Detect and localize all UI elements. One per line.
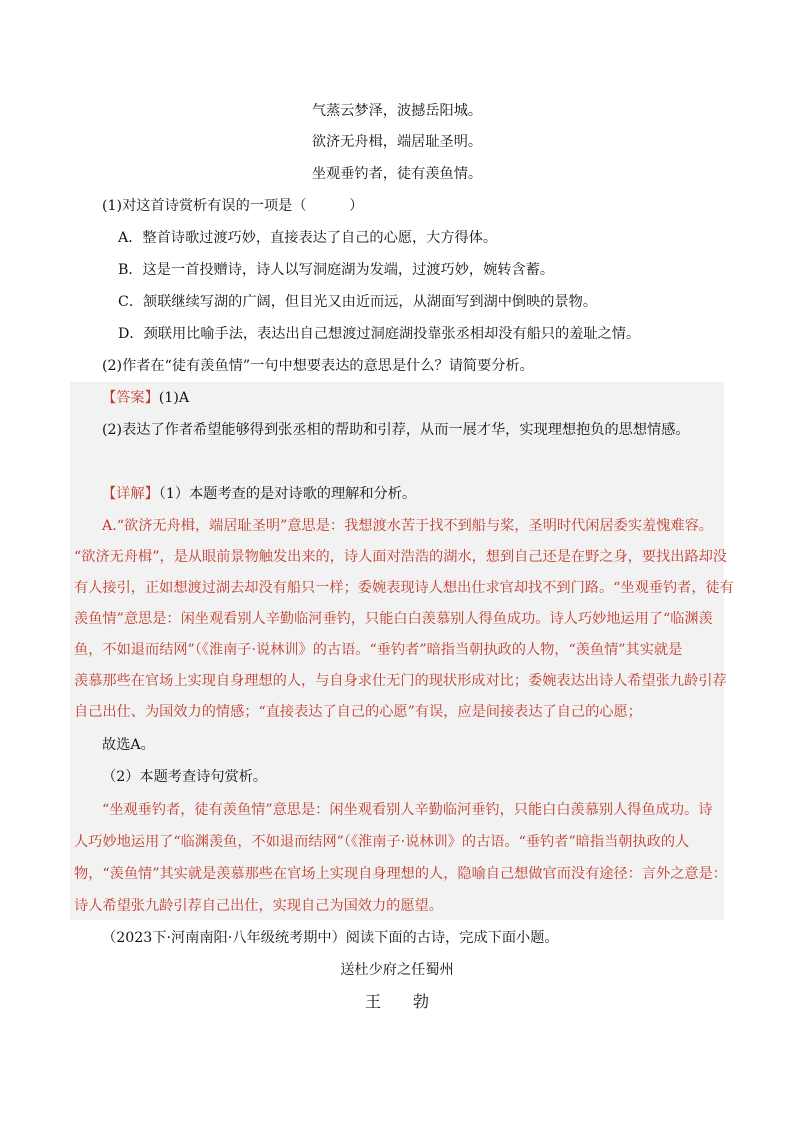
poem-line-3: 坐观垂钓者，徒有羡鱼情。 bbox=[311, 166, 483, 182]
option-a: A．整首诗歌过渡巧妙，直接表达了自己的心愿，大方得体。 bbox=[118, 230, 498, 246]
detail-p2-line-4: 诗人希望张九龄引荐自己出仕，实现自己为国效力的愿望。 bbox=[74, 898, 443, 914]
detail-choose: 故选A。 bbox=[102, 737, 155, 753]
detail-head: （1）本题考查的是对诗歌的理解和分析。 bbox=[158, 486, 417, 502]
question-1-stem: (1)对这首诗赏析有误的一项是（ ） bbox=[102, 198, 364, 214]
answer-2: (2)表达了作者希望能够得到张丞相的帮助和引荐，从而一展才华，实现理想抱负的思想情感。 bbox=[102, 422, 690, 438]
option-c: C．颔联继续写湖的广阔，但目光又由近而远，从湖面写到湖中倒映的景物。 bbox=[118, 294, 598, 310]
detail-p2-line-2: 人巧妙地运用了“临渊羡鱼，不如退而结网”（《淮南子·说林训》的古语。“垂钓者”暗指当朝执政的人 bbox=[74, 834, 690, 850]
answer-tag: 【答案】 bbox=[102, 390, 159, 406]
detail-p1-line-1: A.“欲济无舟楫，端居耻圣明”意思是：我想渡水苦于找不到船与桨，圣明时代闲居委实羞愧难容。 bbox=[102, 518, 713, 534]
detail-p1-line-4: 羡鱼情”意思是：闲坐观看别人辛勤临河垂钓，只能白白羡慕别人得鱼成功。诗人巧妙地运用了“临渊羡 bbox=[74, 611, 713, 627]
detail-head-line bbox=[102, 484, 416, 504]
detail-p1-line-7: 自己出仕、为国效力的情感；“直接表达了自己的心愿”有误，应是间接表达了自己的心愿； bbox=[74, 704, 642, 720]
option-d: D．颈联用比喻手法，表达出自己想渡过洞庭湖投靠张丞相却没有船只的羞耻之情。 bbox=[118, 326, 641, 342]
detail-p1-line-2: “欲济无舟楫”，是从眼前景物触发出来的，诗人面对浩浩的湖水，想到自己还是在野之身，要找出路却没 bbox=[74, 549, 727, 565]
detail-p1-line-6: 羡慕那些在官场上实现自身理想的人，与自身求仕无门的现状形成对比；委婉表达出诗人希望张九龄引荐 bbox=[74, 673, 727, 689]
poem-line-1: 气蒸云梦泽，波撼岳阳城。 bbox=[311, 103, 483, 119]
poem-line-2: 欲济无舟楫，端居耻圣明。 bbox=[311, 134, 483, 150]
answer-1: (1)A bbox=[158, 390, 190, 406]
next-intro: （2023下·河南南阳·八年级统考期中）阅读下面的古诗，完成下面小题。 bbox=[102, 930, 559, 946]
answer-line-1 bbox=[102, 388, 189, 408]
detail-tag: 【详解】 bbox=[102, 486, 159, 502]
question-2-stem: (2)作者在“徒有羡鱼情”一句中想要表达的意思是什么？请简要分析。 bbox=[102, 358, 534, 374]
next-poem-title: 送杜少府之任蜀州 bbox=[340, 962, 454, 978]
detail-p1-line-3: 有人接引，正如想渡过湖去却没有船只一样；委婉表现诗人想出仕求官却找不到门路。“坐观垂钓者，徒有 bbox=[74, 580, 734, 596]
next-poem-author: 王 勃 bbox=[364, 992, 429, 1011]
detail-p1-line-5: 鱼，不如退而结网”（《淮南子·说林训》的古语。“垂钓者”暗指当朝执政的人物，“羡鱼情”其实就是 bbox=[74, 642, 683, 658]
option-b: B．这是一首投赠诗，诗人以写洞庭湖为发端，过渡巧妙，婉转含蓄。 bbox=[118, 262, 555, 278]
detail-p2-line-1: “坐观垂钓者，徒有羡鱼情”意思是：闲坐观看别人辛勤临河垂钓，只能白白羡慕别人得鱼成功。诗 bbox=[102, 802, 713, 818]
detail-p2-line-3: 物，“羡鱼情”其实就是羡慕那些在官场上实现自身理想的人，隐喻自己想做官而没有途径：言外之意是： bbox=[74, 866, 727, 882]
detail-head-2: （2）本题考查诗句赏析。 bbox=[102, 769, 268, 785]
